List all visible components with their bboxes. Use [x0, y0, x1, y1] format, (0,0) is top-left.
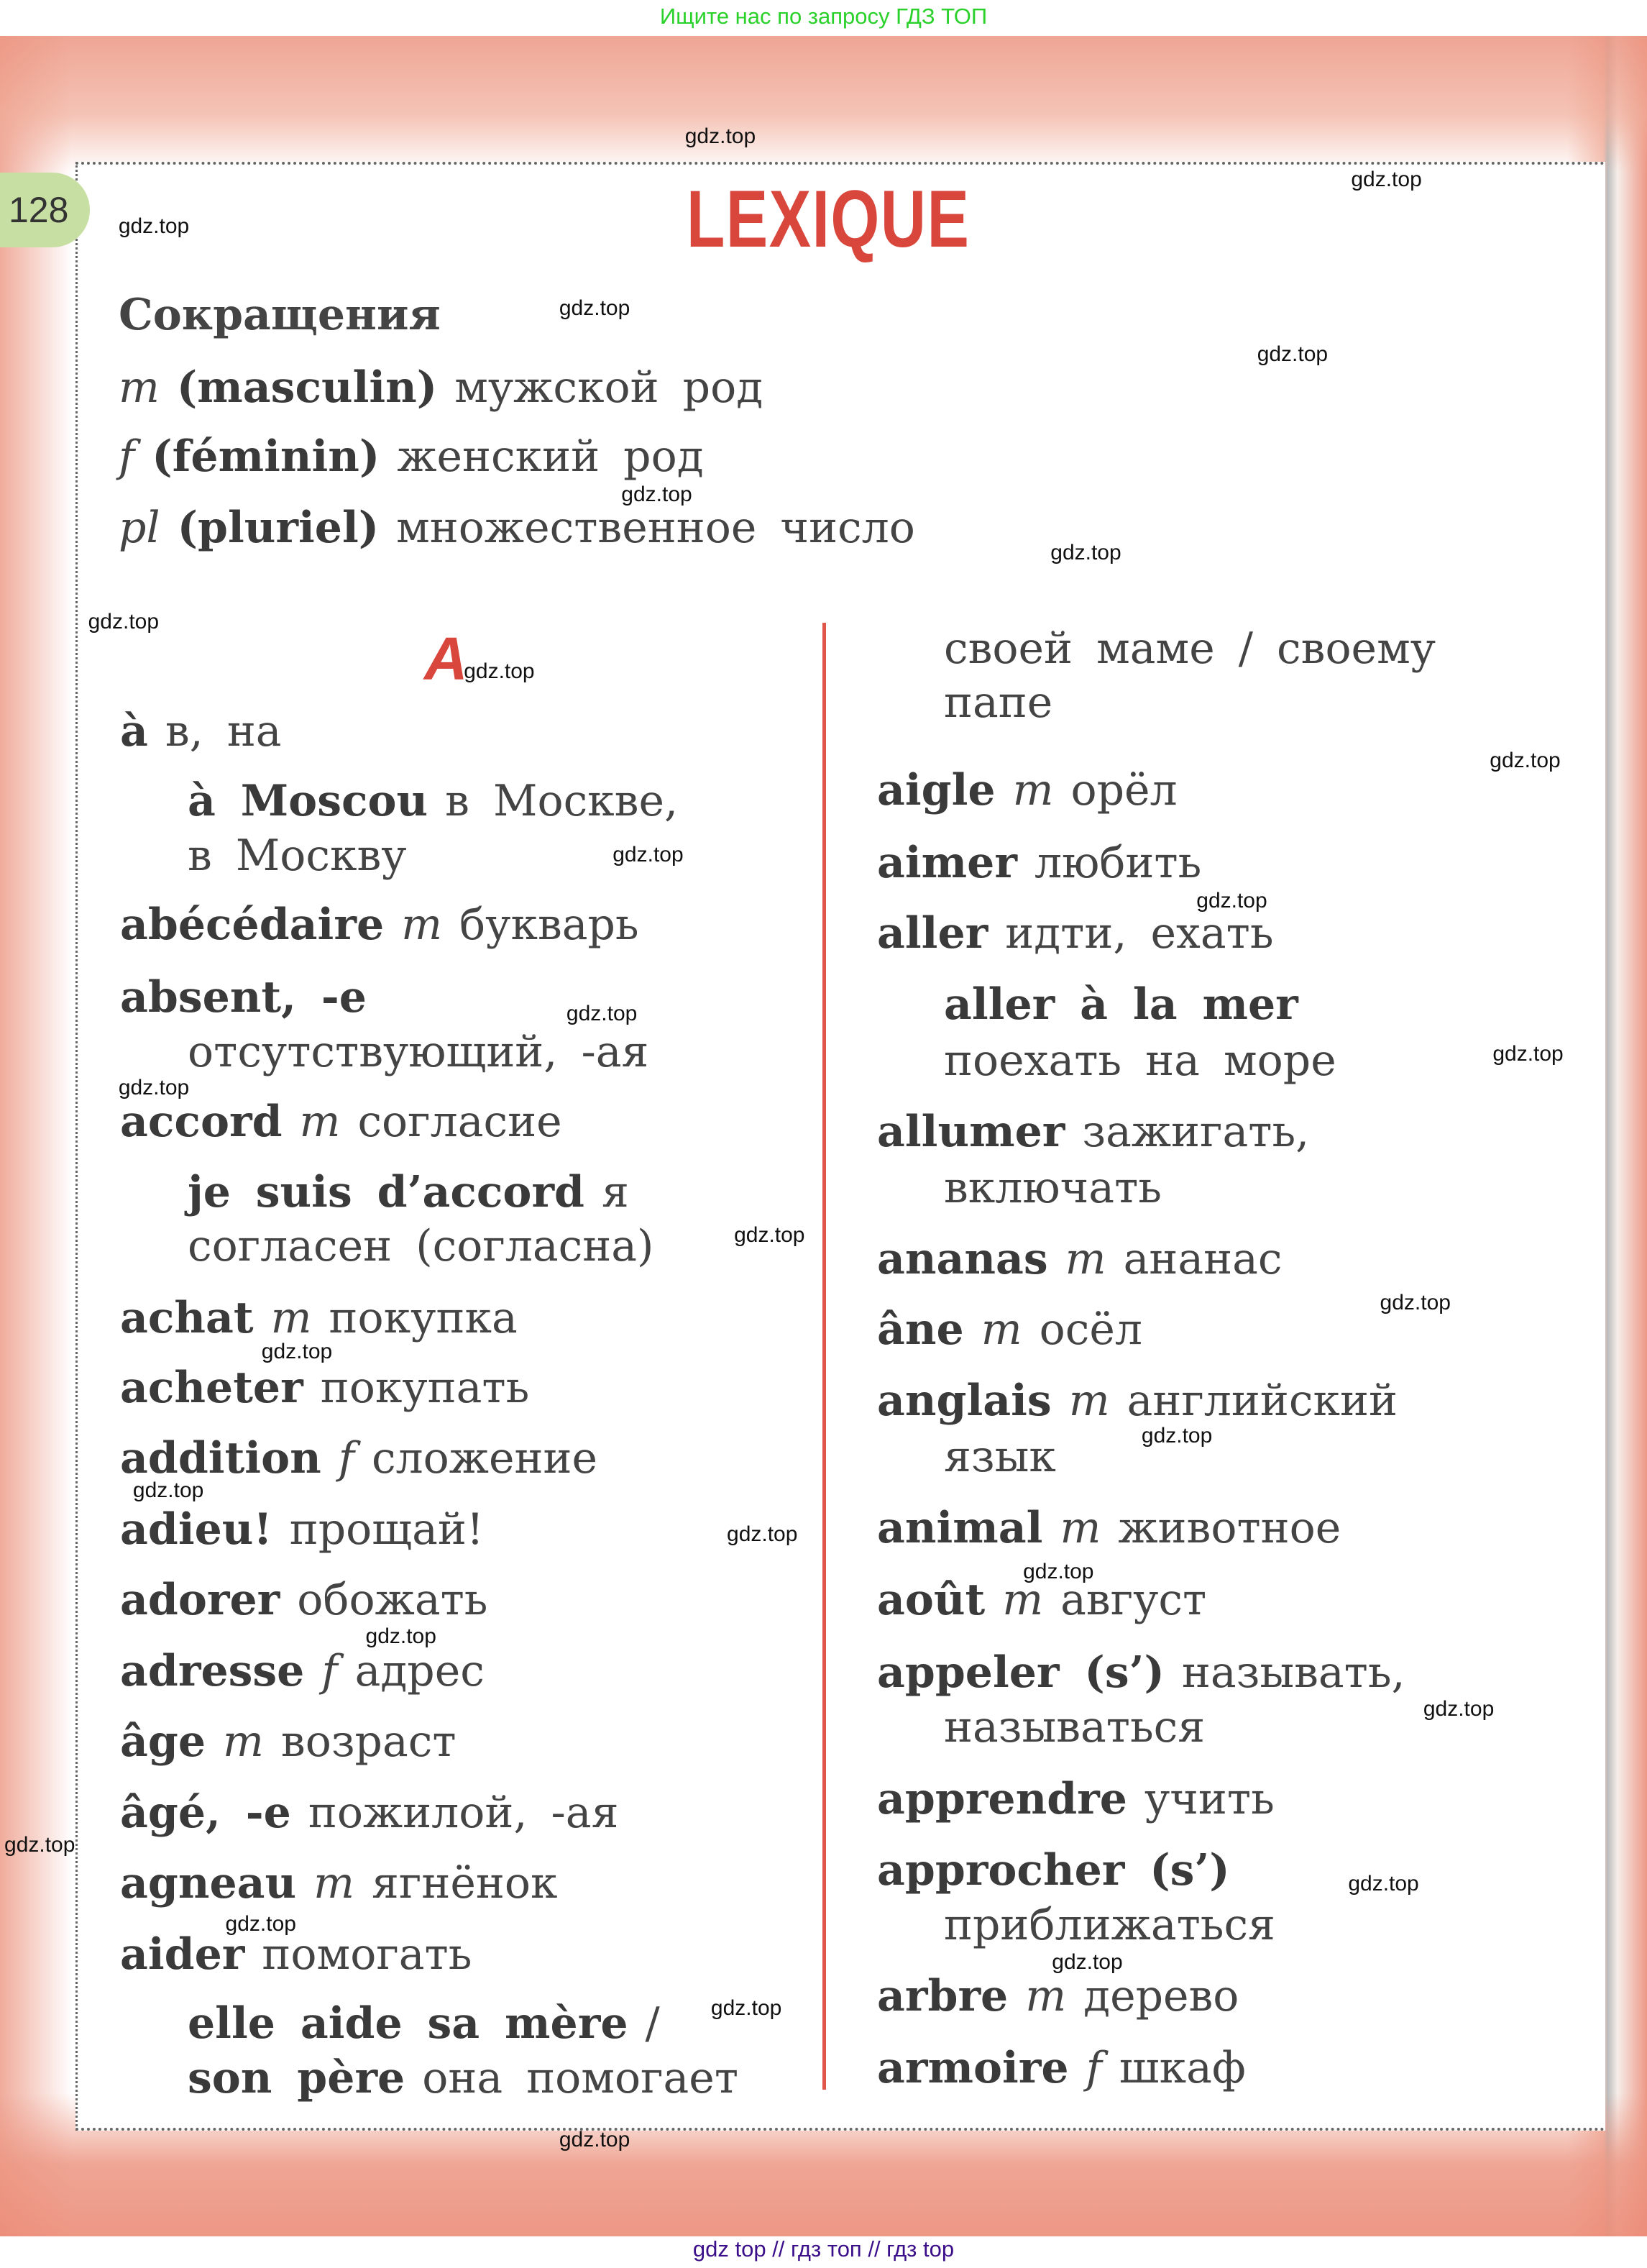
russian-translation: ягнёнок	[372, 1858, 558, 1909]
russian-translation: идти, ехать	[1005, 908, 1274, 959]
russian-translation: в Москву	[188, 830, 407, 881]
french-term: aigle	[877, 765, 996, 816]
french-term: ananas	[877, 1233, 1048, 1284]
dictionary-entry	[119, 360, 780, 415]
russian-translation: любить	[1034, 837, 1202, 888]
russian-translation: покупка	[329, 1293, 518, 1344]
watermark: gdz.top	[1348, 1872, 1419, 1896]
dictionary-entry	[877, 2041, 1263, 2095]
french-term: animal	[877, 1502, 1043, 1553]
watermark: gdz.top	[566, 1002, 638, 1026]
watermark: gdz.top	[365, 1624, 436, 1649]
watermark: gdz.top	[1141, 1423, 1213, 1448]
dictionary-entry	[944, 1430, 1073, 1484]
watermark: gdz.top	[621, 483, 692, 507]
dictionary-entry	[877, 1232, 1299, 1286]
french-term: achat	[120, 1293, 254, 1344]
page-number: 128	[0, 173, 90, 247]
russian-translation: обожать	[297, 1575, 488, 1626]
dictionary-entry	[120, 1714, 474, 1769]
russian-translation: я	[602, 1167, 629, 1218]
gender-marker: m	[270, 1293, 312, 1344]
dictionary-entry	[120, 1856, 574, 1911]
watermark: gdz.top	[559, 2127, 630, 2152]
russian-translation: английский	[1127, 1375, 1398, 1426]
french-term: (masculin)	[176, 362, 438, 413]
gender-marker: m	[299, 1096, 341, 1147]
section-letter: A	[424, 625, 468, 692]
dictionary-entry	[188, 2051, 756, 2105]
french-term: armoire	[877, 2043, 1069, 2094]
french-term: arbre	[877, 1970, 1009, 2021]
french-term: appeler (s’)	[877, 1647, 1165, 1698]
dictionary-entry	[188, 828, 424, 883]
russian-translation: пожилой, -ая	[308, 1787, 619, 1838]
russian-translation: своей маме / своему	[944, 623, 1436, 675]
dictionary-entry	[877, 1843, 1247, 1898]
russian-translation: возраст	[280, 1716, 457, 1768]
dictionary-entry	[877, 1772, 1292, 1826]
gender-marker: m	[1012, 765, 1054, 816]
french-term: adorer	[120, 1575, 280, 1626]
page-title: LEXIQUE	[687, 174, 971, 264]
column-divider	[822, 623, 826, 2090]
dictionary-entry	[119, 429, 721, 484]
french-term: anglais	[877, 1375, 1052, 1426]
dictionary-entry	[877, 906, 1291, 961]
dictionary-entry	[120, 1361, 546, 1415]
gender-marker: m	[401, 900, 443, 951]
dictionary-entry	[120, 1785, 636, 1840]
dictionary-entry	[120, 970, 384, 1025]
dictionary-entry	[944, 1700, 1222, 1755]
dictionary-entry	[188, 774, 695, 828]
watermark: gdz.top	[1380, 1291, 1451, 1315]
french-term: aller à la mer	[944, 979, 1298, 1030]
watermark: gdz.top	[1196, 889, 1267, 913]
watermark: gdz.top	[464, 659, 535, 683]
french-term: (pluriel)	[177, 502, 380, 553]
russian-translation: помогать	[262, 1929, 472, 1980]
footer-watermark: gdz top // гдз топ // гдз top	[692, 2236, 955, 2262]
russian-translation: животное	[1118, 1502, 1341, 1553]
russian-translation: ананас	[1123, 1233, 1283, 1284]
gender-marker: m	[223, 1716, 264, 1768]
french-term: adieu!	[120, 1504, 272, 1555]
french-term: accord	[120, 1096, 283, 1147]
french-term: aller	[877, 908, 988, 959]
dictionary-entry	[120, 1094, 579, 1149]
french-term: agneau	[120, 1858, 297, 1909]
dictionary-entry	[120, 704, 299, 759]
french-term: elle aide sa mère	[188, 1998, 628, 2049]
french-term: absent, -e	[120, 971, 367, 1023]
watermark: gdz.top	[1052, 1949, 1123, 1974]
dictionary-entry	[188, 1165, 646, 1220]
search-banner: Ищите нас по запросу ГДЗ ТОП	[0, 0, 1647, 36]
french-term: son père	[188, 2053, 405, 2104]
gender-marker: pl	[119, 502, 160, 553]
russian-translation: прощай!	[289, 1504, 484, 1555]
gender-marker: f	[338, 1433, 354, 1484]
french-term: aider	[120, 1929, 245, 1980]
dictionary-entry	[877, 1302, 1160, 1357]
french-term: à Moscou	[188, 775, 428, 826]
gender-marker: m	[119, 362, 160, 413]
russian-translation: папе	[944, 677, 1053, 728]
french-term: âge	[120, 1716, 206, 1768]
russian-translation: шкаф	[1119, 2043, 1246, 2094]
dictionary-entry	[188, 1996, 677, 2051]
watermark: gdz.top	[613, 842, 684, 866]
russian-translation: сложение	[371, 1433, 597, 1484]
russian-translation: приближаться	[944, 1900, 1275, 1951]
watermark: gdz.top	[1423, 1696, 1495, 1721]
dictionary-entry	[120, 1573, 505, 1627]
russian-translation: орёл	[1070, 765, 1178, 816]
dictionary-entry	[120, 1927, 489, 1982]
french-term: âne	[877, 1304, 964, 1355]
dictionary-entry	[944, 1033, 1354, 1088]
gender-marker: f	[321, 1645, 338, 1696]
french-term: âgé, -e	[120, 1787, 291, 1838]
watermark: gdz.top	[710, 1995, 782, 2020]
french-term: apprendre	[877, 1774, 1127, 1825]
russian-translation: букварь	[459, 900, 639, 951]
french-term: adresse	[120, 1645, 305, 1696]
gender-marker: m	[313, 1858, 355, 1909]
russian-translation: называть,	[1181, 1647, 1405, 1698]
russian-translation: согласен (согласна)	[188, 1220, 654, 1271]
french-term: aimer	[877, 837, 1017, 888]
russian-translation: множественное число	[396, 502, 915, 553]
russian-translation: учить	[1144, 1774, 1275, 1825]
watermark: gdz.top	[88, 610, 160, 634]
watermark: gdz.top	[1023, 1559, 1094, 1583]
dictionary-entry	[120, 897, 656, 952]
watermark: gdz.top	[225, 1912, 296, 1937]
russian-translation: согласие	[357, 1096, 562, 1147]
dictionary-entry	[877, 763, 1195, 818]
watermark: gdz.top	[734, 1222, 805, 1247]
gender-marker: m	[1002, 1575, 1044, 1626]
french-term: (féminin)	[152, 431, 380, 483]
watermark: gdz.top	[727, 1522, 798, 1546]
russian-translation: женский род	[397, 431, 704, 483]
russian-translation: язык	[944, 1432, 1056, 1483]
watermark: gdz.top	[118, 214, 190, 238]
gender-marker: f	[1086, 2043, 1102, 2094]
french-term: août	[877, 1575, 986, 1626]
russian-translation: отсутствующий, -ая	[188, 1027, 649, 1078]
watermark: gdz.top	[1050, 540, 1121, 564]
watermark: gdz.top	[684, 124, 756, 148]
watermark: gdz.top	[559, 296, 630, 321]
russian-translation: она помогает	[422, 2053, 739, 2104]
dictionary-entry	[188, 1219, 671, 1274]
dictionary-entry	[944, 621, 1453, 676]
gender-marker: m	[981, 1304, 1022, 1355]
russian-translation: покупать	[320, 1362, 530, 1413]
watermark: gdz.top	[1490, 749, 1561, 773]
french-term: je suis d’accord	[188, 1167, 585, 1218]
french-term: approcher (s’)	[877, 1844, 1230, 1896]
dictionary-entry	[944, 1898, 1293, 1952]
russian-translation: зажигать,	[1082, 1106, 1310, 1157]
russian-translation: август	[1060, 1575, 1207, 1626]
watermark: gdz.top	[1492, 1042, 1564, 1066]
dictionary-entry	[877, 1969, 1256, 2024]
dictionary-entry	[120, 1644, 502, 1698]
watermark: gdz.top	[1257, 342, 1329, 367]
watermark: gdz.top	[261, 1340, 333, 1364]
watermark: gdz.top	[1351, 168, 1422, 192]
gender-marker: m	[1025, 1970, 1067, 2021]
gender-marker: f	[119, 431, 135, 483]
russian-translation: в Москве,	[445, 775, 679, 826]
russian-translation: дерево	[1083, 1970, 1239, 2021]
french-term: addition	[120, 1433, 321, 1484]
gender-marker: m	[1068, 1375, 1110, 1426]
dictionary-entry	[877, 1105, 1326, 1159]
gender-marker: m	[1060, 1502, 1101, 1553]
dictionary-entry	[944, 1161, 1179, 1215]
abbreviations-heading: Сокращения	[119, 290, 441, 340]
dictionary-entry	[877, 836, 1219, 890]
french-term: acheter	[120, 1362, 303, 1413]
watermark: gdz.top	[132, 1478, 204, 1503]
dictionary-entry	[188, 1025, 666, 1079]
french-term: allumer	[877, 1106, 1065, 1157]
russian-translation: адрес	[354, 1645, 485, 1696]
gender-marker: m	[1065, 1233, 1106, 1284]
russian-translation: мужской род	[454, 362, 763, 413]
russian-translation: в, на	[165, 706, 282, 757]
french-term: à	[120, 706, 148, 757]
dictionary-entry	[877, 1501, 1358, 1555]
watermark: gdz.top	[4, 1832, 75, 1857]
dictionary-entry	[944, 977, 1316, 1032]
watermark: gdz.top	[118, 1075, 190, 1099]
dictionary-entry	[877, 1373, 1415, 1428]
russian-translation: включать	[944, 1163, 1162, 1214]
dictionary-entry	[120, 1431, 615, 1486]
french-term: abécédaire	[120, 900, 385, 951]
russian-translation: осёл	[1039, 1304, 1142, 1355]
dictionary-entry	[944, 675, 1070, 730]
dictionary-entry	[119, 500, 932, 555]
dictionary-entry	[120, 1502, 501, 1557]
dictionary-entry	[120, 1291, 535, 1345]
russian-translation: поехать на море	[944, 1035, 1336, 1087]
russian-translation: /	[645, 1998, 660, 2049]
dictionary-entry	[877, 1645, 1423, 1700]
russian-translation: называться	[944, 1701, 1206, 1752]
